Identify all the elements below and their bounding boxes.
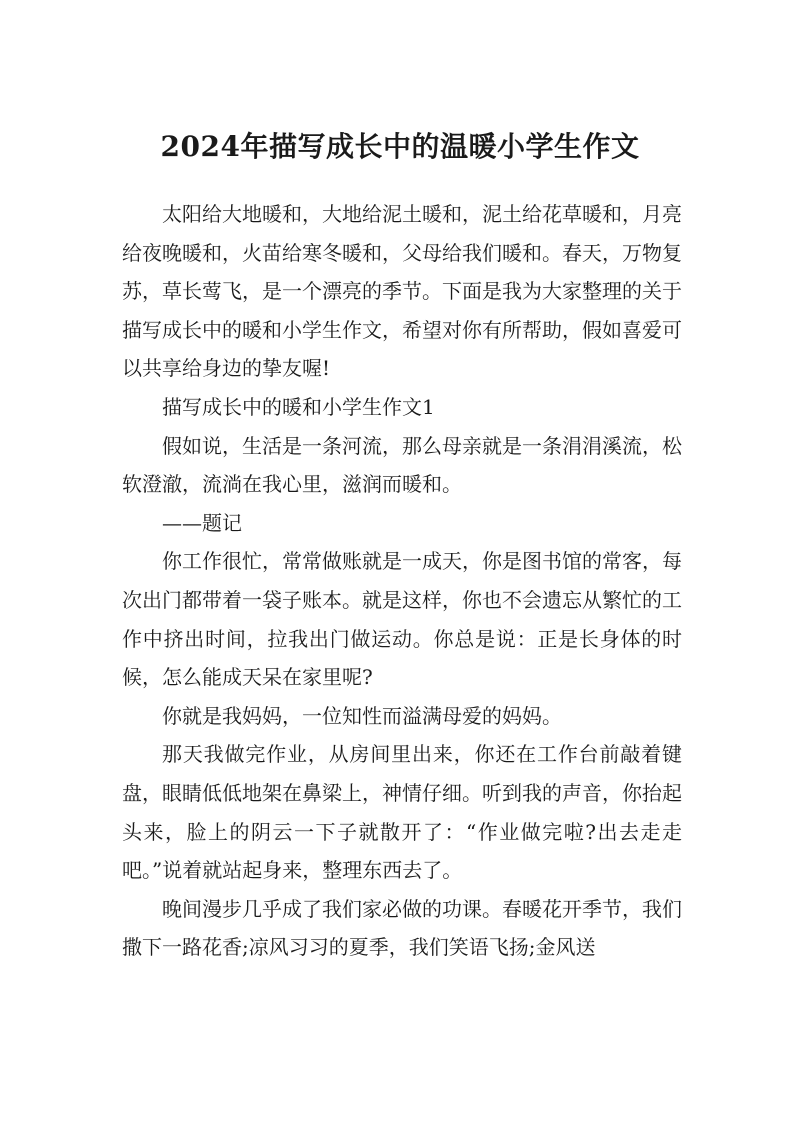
essay-paragraph: 你就是我妈妈，一位知性而溢满母爱的妈妈。	[162, 703, 562, 728]
essay-paragraph: 你工作很忙，常常做账就是一成天，你是图书馆的常客，每次出门都带着一袋子账本。就是这样，你也不会遗忘从繁忙的工作中挤出时间，拉我出门做运动。你总是说：正是长身体的时候，怎么能成天呆在家里呢?	[122, 549, 682, 690]
essay-paragraph: 那天我做完作业，从房间里出来，你还在工作台前敲着键盘，眼睛低低地架在鼻梁上，神情仔细。听到我的声音，你抬起头来，脸上的阴云一下子就散开了：“作业做完啦?出去走走吧。”说着就站起身来，整理东西去了。	[122, 742, 682, 883]
document-title: 2024年描写成长中的温暖小学生作文	[160, 130, 640, 163]
essay-paragraph: 晚间漫步几乎成了我们家必做的功课。春暖花开季节，我们撒下一路花香;凉风习习的夏季，我们笑语飞扬;金风送	[122, 896, 682, 960]
intro-paragraph: 太阳给大地暖和，大地给泥土暖和，泥土给花草暖和，月亮给夜晚暖和，火苗给寒冬暖和，父母给我们暖和。春天，万物复苏，草长莺飞，是一个漂亮的季节。下面是我为大家整理的关于描写成长中的暖和小学生作文，希望对你有所帮助，假如喜爱可以共享给身边的挚友喔!	[122, 202, 682, 381]
essay-paragraph: 假如说，生活是一条河流，那么母亲就是一条涓涓溪流，松软澄澈，流淌在我心里，滋润而暖和。	[122, 433, 682, 497]
document-body	[122, 195, 682, 967]
essay-heading: 描写成长中的暖和小学生作文1	[162, 394, 435, 419]
epigraph-note: ——题记	[162, 510, 242, 535]
